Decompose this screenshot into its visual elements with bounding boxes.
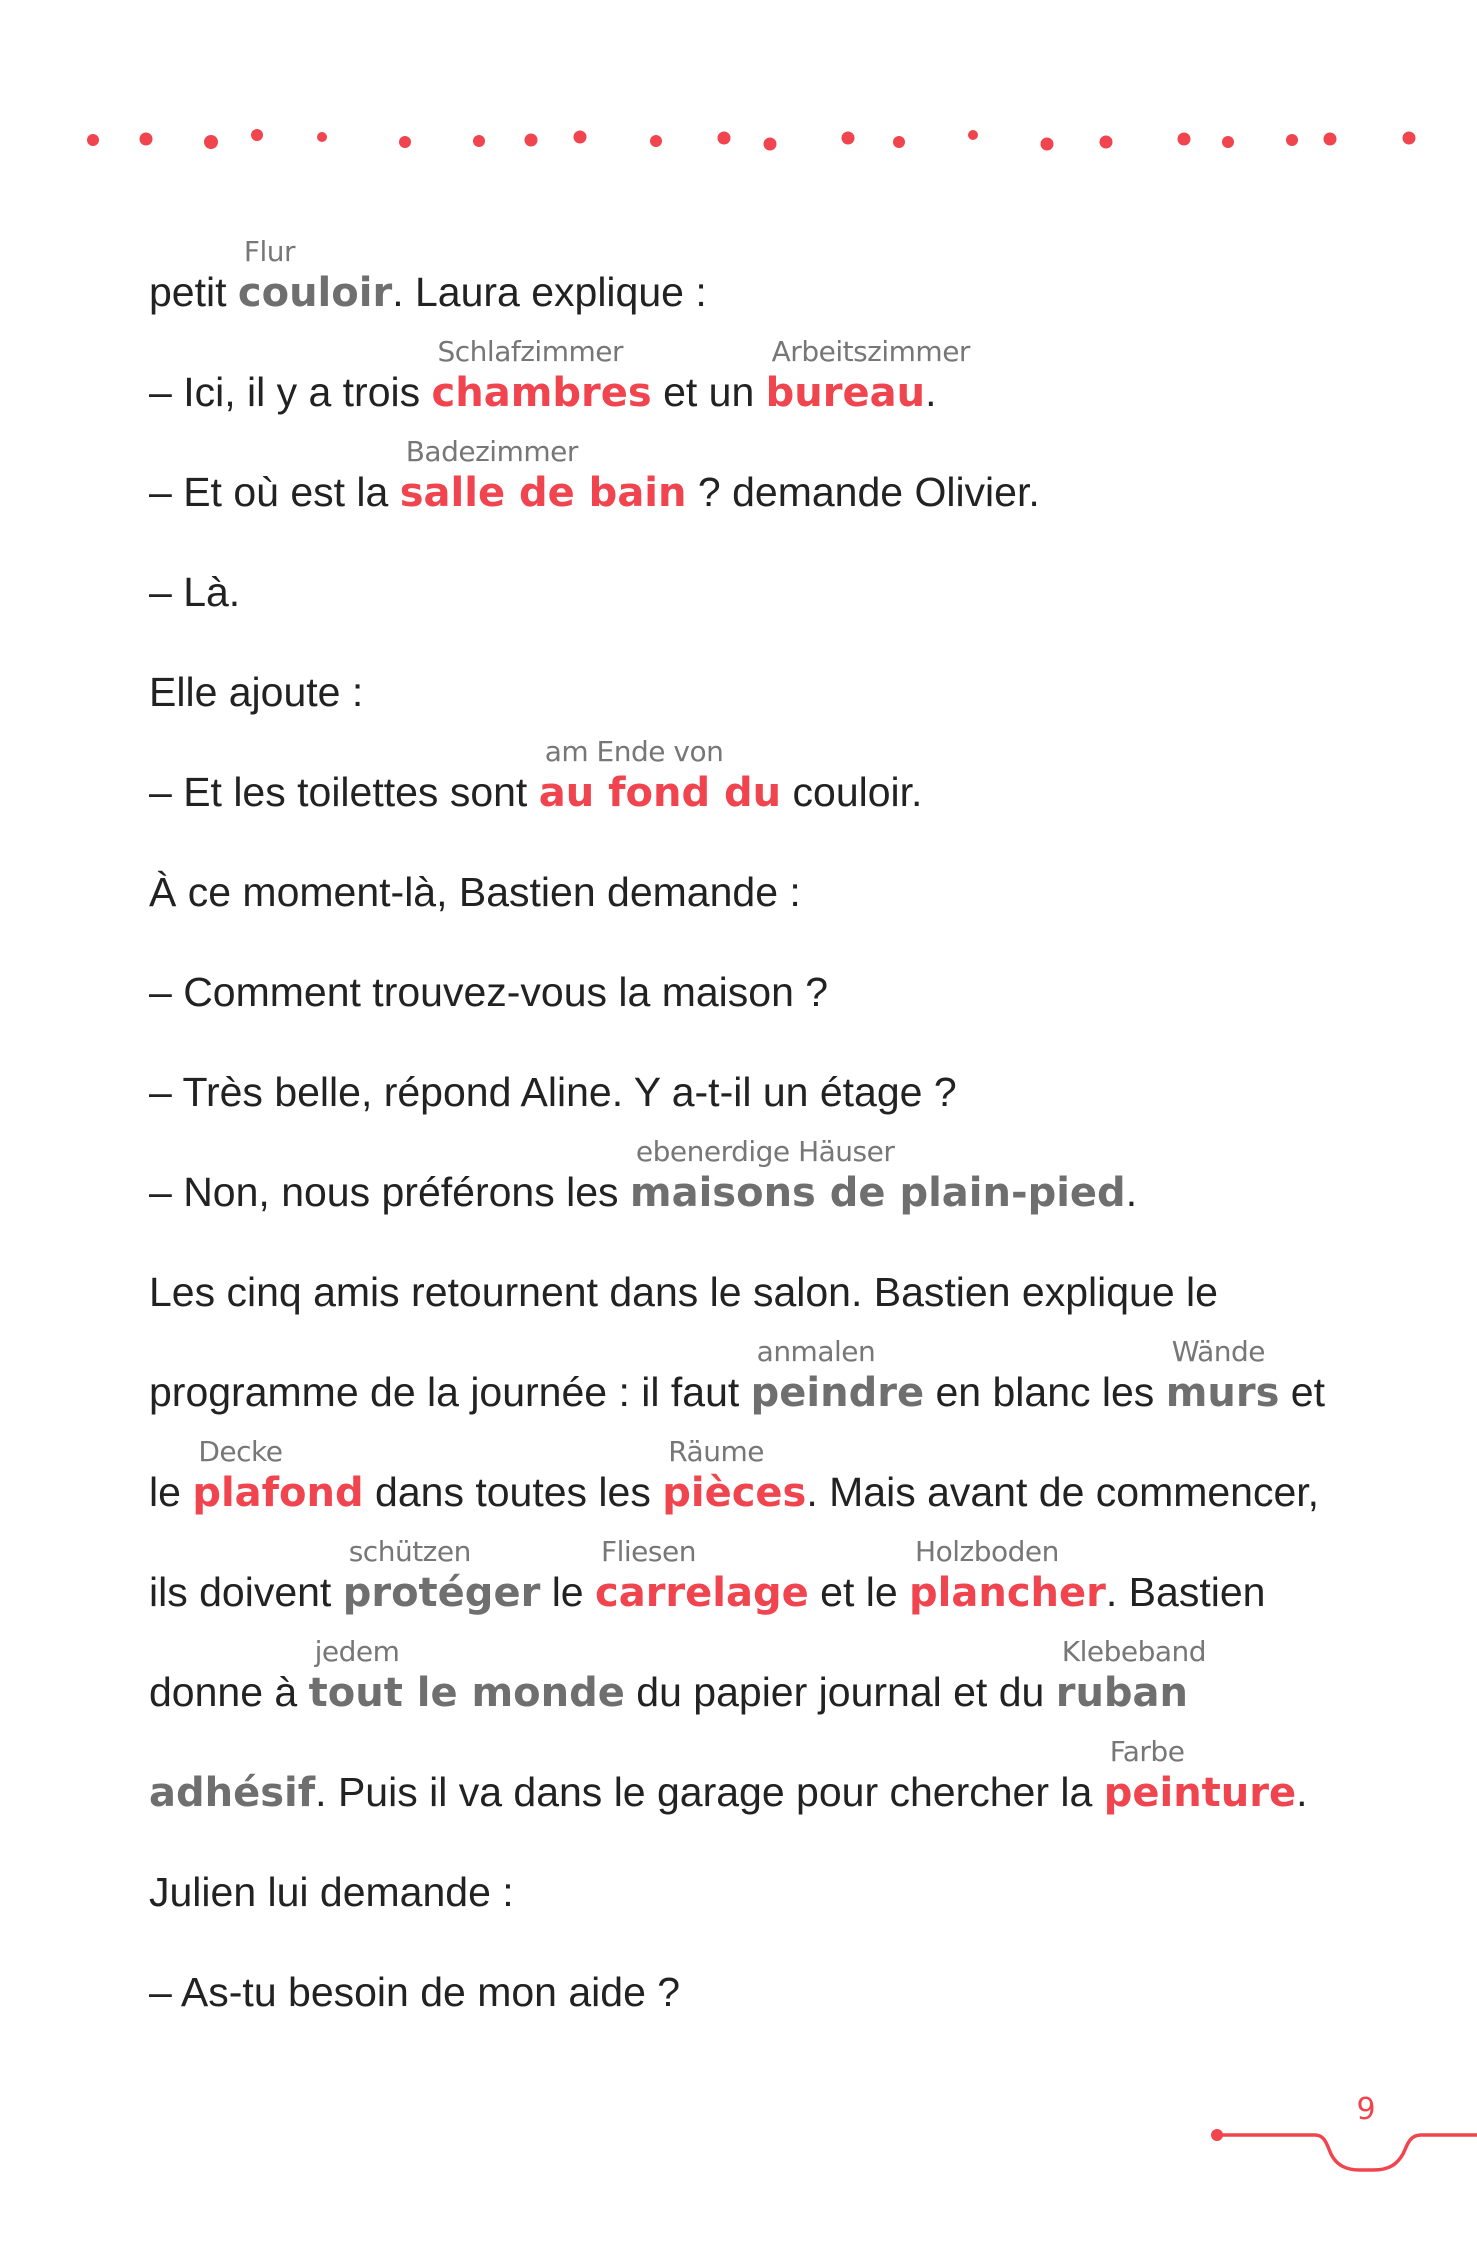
- vocab-word: [308, 1635, 625, 1723]
- vocab-keyword: peinture: [1103, 1770, 1297, 1816]
- text-segment: dans toutes les: [363, 1469, 663, 1515]
- german-gloss: anmalen: [756, 1335, 876, 1368]
- vocab-word: [662, 1435, 807, 1523]
- vocab-keyword: carrelage: [595, 1570, 809, 1616]
- vocab-word: [431, 335, 652, 423]
- vocab-keyword: plafond: [192, 1470, 364, 1516]
- vocab-word: [765, 335, 970, 423]
- text-segment: . Bastien: [1105, 1569, 1266, 1615]
- text-line: [149, 862, 801, 922]
- text-segment: . Mais avant de commencer,: [806, 1469, 1320, 1515]
- text-segment: du papier journal et du: [624, 1669, 1056, 1715]
- vocab-keyword: plancher: [909, 1570, 1106, 1616]
- text-line: [149, 235, 707, 322]
- vocab-word: [149, 1762, 315, 1823]
- text-segment: – Et où est la: [149, 469, 400, 515]
- text-line: [149, 1535, 1266, 1622]
- vocab-keyword: murs: [1165, 1370, 1280, 1416]
- text-line: [149, 1135, 1138, 1222]
- vocab-word: [342, 1535, 541, 1623]
- vocab-keyword: chambres: [431, 370, 652, 416]
- vocab-word: [192, 1435, 364, 1523]
- text-segment: Elle ajoute :: [149, 669, 364, 715]
- german-gloss: ebenerdige Häuser: [635, 1135, 895, 1168]
- text-segment: – Non, nous préférons les: [149, 1169, 630, 1215]
- text-line: [149, 1862, 514, 1922]
- text-line: [149, 1335, 1325, 1422]
- vocab-keyword: ruban: [1055, 1670, 1189, 1716]
- german-gloss: Wände: [1171, 1335, 1266, 1368]
- text-line: [149, 662, 363, 722]
- vocab-word: [750, 1335, 925, 1423]
- german-gloss: Schlafzimmer: [437, 335, 623, 368]
- text-line: [149, 962, 828, 1022]
- text-segment: .: [1125, 1169, 1138, 1215]
- text-line: [149, 435, 1040, 522]
- text-segment: – Ici, il y a trois: [149, 369, 432, 415]
- text-segment: en blanc les: [924, 1369, 1166, 1415]
- german-gloss: Klebeband: [1061, 1635, 1207, 1668]
- text-segment: Julien lui demande :: [149, 1869, 514, 1915]
- vocab-keyword: salle de bain: [399, 470, 687, 516]
- german-gloss: schützen: [348, 1535, 471, 1568]
- german-gloss: am Ende von: [544, 735, 724, 768]
- text-segment: À ce moment-là, Bastien demande :: [149, 869, 801, 915]
- text-segment: . Puis il va dans le garage pour chercher la: [315, 1769, 1104, 1815]
- german-gloss: Badezimmer: [405, 435, 578, 468]
- vocab-keyword: tout le monde: [308, 1670, 625, 1716]
- text-segment: ils doivent: [149, 1569, 343, 1615]
- german-gloss: Fliesen: [601, 1535, 696, 1568]
- text-segment: donne à: [149, 1669, 309, 1715]
- vocab-word: [237, 235, 393, 323]
- german-gloss: Farbe: [1109, 1735, 1185, 1768]
- german-gloss: Räume: [668, 1435, 764, 1468]
- vocab-keyword: adhésif: [149, 1770, 316, 1816]
- text-segment: petit: [149, 269, 238, 315]
- page-number: 9: [1356, 2092, 1376, 2127]
- vocab-word: [538, 735, 782, 823]
- german-gloss: Decke: [198, 1435, 283, 1468]
- vocab-keyword: protéger: [342, 1570, 541, 1616]
- text-line: [149, 1962, 680, 2022]
- vocab-word: [909, 1535, 1106, 1623]
- text-line: [149, 735, 923, 822]
- text-segment: le: [540, 1569, 595, 1615]
- vocab-keyword: au fond du: [538, 770, 782, 816]
- text-segment: .: [925, 369, 937, 415]
- text-segment: – Et les toilettes sont: [149, 769, 539, 815]
- vocab-word: [1055, 1635, 1207, 1723]
- text-segment: – Très belle, répond Aline. Y a-t-il un étage ?: [149, 1069, 957, 1115]
- vocab-keyword: maisons de plain-pied: [629, 1170, 1126, 1216]
- text-segment: . Laura explique :: [392, 269, 707, 315]
- vocab-word: [399, 435, 687, 523]
- text-segment: et: [1279, 1369, 1325, 1415]
- text-segment: le: [149, 1469, 193, 1515]
- text-segment: couloir.: [781, 769, 923, 815]
- text-segment: – Comment trouvez-vous la maison ?: [149, 969, 829, 1015]
- text-segment: – Là.: [149, 569, 241, 615]
- text-line: [149, 335, 970, 422]
- decorative-dot-border: [0, 0, 1477, 200]
- text-line: [149, 1062, 957, 1122]
- text-segment: .: [1296, 1769, 1308, 1815]
- vocab-word: [629, 1135, 1126, 1223]
- vocab-keyword: pièces: [662, 1470, 807, 1516]
- text-segment: ? demande Olivier.: [686, 469, 1040, 515]
- page-number-ornament: [1195, 2090, 1477, 2180]
- vocab-keyword: couloir: [237, 270, 393, 316]
- vocab-keyword: bureau: [765, 370, 926, 416]
- text-line: [149, 1635, 1207, 1722]
- text-segment: et le: [808, 1569, 910, 1615]
- vocab-word: [595, 1535, 809, 1623]
- german-gloss: Arbeitszimmer: [771, 335, 970, 368]
- text-segment: Les cinq amis retournent dans le salon. Bastien explique le: [149, 1269, 1218, 1315]
- text-line: [149, 562, 240, 622]
- vocab-keyword: peindre: [750, 1370, 925, 1416]
- german-gloss: jedem: [314, 1635, 400, 1668]
- german-gloss: Holzboden: [915, 1535, 1059, 1568]
- text-line: [149, 1435, 1320, 1522]
- text-segment: et un: [651, 369, 766, 415]
- vocab-word: [1103, 1735, 1297, 1823]
- vocab-word: [1165, 1335, 1280, 1423]
- text-line: [149, 1262, 1218, 1322]
- text-line: [149, 1735, 1308, 1822]
- text-segment: – As-tu besoin de mon aide ?: [149, 1969, 681, 2015]
- text-segment: programme de la journée : il faut: [149, 1369, 751, 1415]
- german-gloss: Flur: [243, 235, 296, 268]
